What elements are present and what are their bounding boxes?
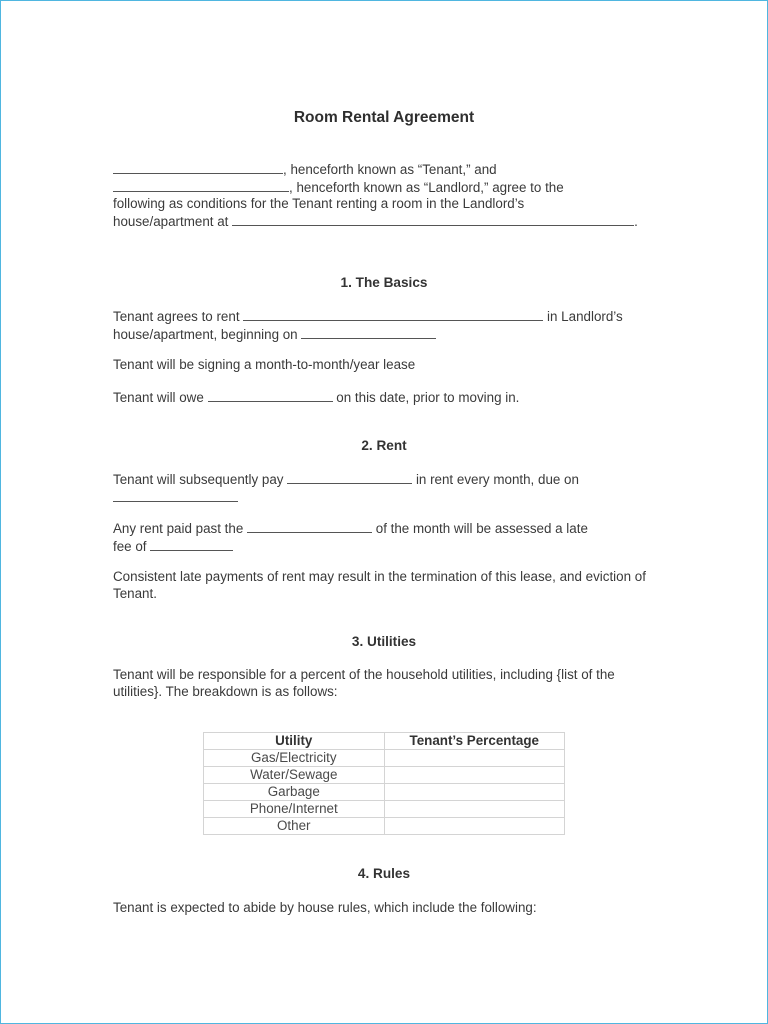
utilities-paragraph-1: Tenant will be responsible for a percent of the household utilities, including {list of the utilities}. The breakdown is as follows:	[113, 667, 615, 699]
due-date-blank[interactable]	[113, 489, 238, 502]
table-header-row	[204, 733, 565, 750]
rent-paragraph-2: Any rent paid past the of the month will be assessed a late fee of	[113, 521, 588, 554]
tenant-percentage-cell[interactable]	[384, 818, 564, 835]
basics-paragraph-3: Tenant will owe on this date, prior to moving in.	[113, 390, 520, 405]
tenant-percentage-cell[interactable]	[384, 750, 564, 767]
monthly-rent-blank[interactable]	[287, 471, 412, 484]
tenant-name-blank[interactable]	[113, 161, 283, 174]
section-heading-basics: 1. The Basics	[340, 275, 428, 290]
start-date-blank[interactable]	[301, 326, 436, 339]
section-heading-rent: 2. Rent	[361, 438, 407, 453]
address-blank[interactable]	[232, 213, 634, 226]
intro-line-1: , henceforth known as “Tenant,” and	[113, 161, 658, 179]
utility-name: Water/Sewage	[204, 767, 385, 784]
tenant-percentage-cell[interactable]	[384, 801, 564, 818]
utility-name: Phone/Internet	[204, 801, 385, 818]
basics-paragraph-2: Tenant will be signing a month-to-month/year lease	[113, 357, 416, 372]
intro-line-2: , henceforth known as “Landlord,” agree to the	[113, 179, 658, 197]
table-row	[204, 801, 565, 818]
section-heading-rules: 4. Rules	[357, 866, 411, 881]
section-heading-utilities: 3. Utilities	[351, 634, 417, 649]
utility-name: Garbage	[204, 784, 385, 801]
rules-paragraph-1: Tenant is expected to abide by house rules, which include the following:	[113, 900, 537, 915]
utility-name: Other	[204, 818, 385, 835]
tenant-percentage-cell[interactable]	[384, 767, 564, 784]
intro-line-3: following as conditions for the Tenant renting a room in the Landlord’s	[113, 196, 525, 211]
table-row	[204, 784, 565, 801]
column-header-tenant-percentage: Tenant’s Percentage	[384, 733, 564, 750]
utility-name: Gas/Electricity	[204, 750, 385, 767]
column-header-utility: Utility	[204, 733, 385, 750]
table-row	[204, 750, 565, 767]
intro-paragraph	[113, 161, 658, 230]
room-description-blank[interactable]	[243, 308, 543, 321]
utilities-table	[203, 732, 565, 835]
document-title: Room Rental Agreement	[293, 109, 475, 126]
late-day-blank[interactable]	[247, 520, 372, 533]
table-row	[204, 818, 565, 835]
tenant-percentage-cell[interactable]	[384, 784, 564, 801]
basics-paragraph-1: Tenant agrees to rent in Landlord’s house/apartment, beginning on	[113, 309, 623, 342]
landlord-name-blank[interactable]	[113, 179, 289, 192]
table-row	[204, 767, 565, 784]
late-fee-blank[interactable]	[150, 538, 233, 551]
intro-line-4: house/apartment at .	[113, 213, 638, 229]
initial-amount-blank[interactable]	[208, 389, 333, 402]
rent-paragraph-3: Consistent late payments of rent may result in the termination of this lease, and eviction of Tenant.	[113, 569, 646, 601]
rent-paragraph-1: Tenant will subsequently pay in rent every month, due on	[113, 471, 658, 506]
